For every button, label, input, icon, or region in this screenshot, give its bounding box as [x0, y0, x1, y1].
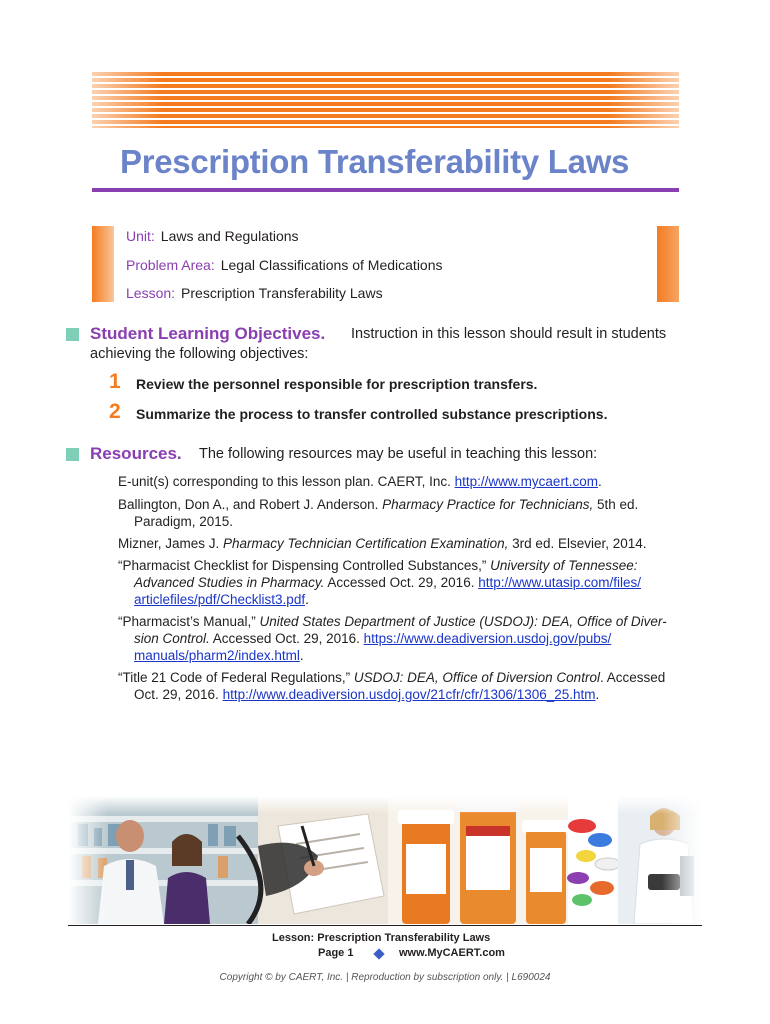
resource-item [118, 474, 602, 489]
resource-text: 3rd ed. Elsevier, 2014. [508, 536, 647, 551]
resource-title: Pharmacy Practice for Technicians, [382, 497, 594, 512]
meta-lesson [126, 285, 383, 301]
objective-text: Summarize the process to transfer controlled substance prescriptions. [136, 406, 608, 422]
resource-text: . [595, 687, 600, 702]
resource-text: . [299, 648, 304, 663]
meta-lesson-value: Prescription Transferability Laws [181, 285, 383, 301]
resource-text: 5th ed. [593, 497, 639, 512]
meta-lesson-key: Lesson: [126, 285, 176, 301]
resource-link[interactable]: articlefiles/pdf/Checklist3.pdf [134, 592, 306, 607]
objective-number: 1 [109, 370, 121, 393]
resource-text: “Title 21 Code of Federal Regulations,” [118, 670, 354, 685]
resource-item-cont [134, 592, 309, 607]
resource-title: USDOJ: DEA, Office of Diversion Control [353, 670, 600, 685]
resource-item [118, 558, 637, 573]
footer-lesson: Lesson: Prescription Transferability Laws [272, 932, 491, 944]
resources-intro: The following resources may be useful in teaching this lesson: [199, 446, 598, 462]
resource-item [118, 614, 667, 629]
meta-bar-right [657, 226, 679, 302]
resource-title: sion Control. [134, 631, 210, 646]
resource-item-cont: Paradigm, 2015. [134, 514, 234, 529]
resource-item-cont [134, 631, 611, 646]
photo-collage-image [68, 796, 702, 924]
objective-text: Review the personnel responsible for prescription transfers. [136, 376, 538, 392]
resource-link[interactable]: http://www.deadiversion.usdoj.gov/21cfr/cfr/1306/1306_25.htm [222, 687, 596, 702]
resource-text: “Pharmacist Checklist for Dispensing Controlled Substances,” [118, 558, 491, 573]
objectives-intro-2: achieving the following objectives: [90, 346, 309, 362]
resource-text: Accessed Oct. 29, 2016. [324, 575, 479, 590]
meta-unit-value: Laws and Regulations [160, 228, 299, 244]
objectives-bullet-icon [66, 328, 79, 341]
resource-text: Mizner, James J. [118, 536, 224, 551]
resource-item-cont [134, 575, 641, 590]
resource-item [118, 497, 638, 512]
resource-text: “Pharmacist’s Manual,” [118, 614, 260, 629]
copyright-notice: Copyright © by CAERT, Inc. | Reproduction by subscription only. | L690024 [219, 972, 551, 983]
resource-text: . [597, 474, 602, 489]
resource-item [118, 670, 665, 685]
resource-text: Accessed Oct. 29, 2016. [209, 631, 364, 646]
resources-heading: Resources. [90, 444, 182, 463]
meta-bar-left [92, 226, 114, 302]
diamond-icon [373, 948, 384, 959]
page-title: Prescription Transferability Laws [120, 143, 630, 180]
resource-title: Pharmacy Technician Certification Examination, [223, 536, 509, 551]
footer-site[interactable]: www.MyCAERT.com [399, 947, 505, 959]
resource-title: United States Department of Justice (USDOJ): DEA, Office of Diver- [259, 614, 667, 629]
objectives-intro-1: Instruction in this lesson should result in students [351, 326, 667, 342]
resource-text: Oct. 29, 2016. [134, 687, 223, 702]
resource-link[interactable]: http://www.utasip.com/files/ [478, 575, 642, 590]
resource-text: . [305, 592, 309, 607]
meta-problem-area [126, 257, 443, 273]
resource-item [118, 536, 647, 551]
footer-page: Page 1 [318, 947, 354, 959]
resource-item-cont [134, 648, 304, 663]
meta-unit [126, 228, 299, 244]
resource-item-cont [134, 687, 599, 702]
resource-text: E-unit(s) corresponding to this lesson plan. CAERT, Inc. [118, 474, 455, 489]
resources-bullet-icon [66, 448, 79, 461]
resource-link[interactable]: https://www.deadiversion.usdoj.gov/pubs/ [363, 631, 612, 646]
title-rule [92, 188, 679, 192]
meta-problem-area-key: Problem Area: [126, 257, 215, 273]
header-stripes [92, 72, 679, 128]
objective-number: 2 [109, 400, 121, 423]
pharmacy-photo-collage [68, 796, 702, 924]
resource-text: Ballington, Don A., and Robert J. Anderson. [118, 497, 383, 512]
meta-problem-area-value: Legal Classifications of Medications [220, 257, 443, 273]
footer-rule [68, 925, 702, 926]
meta-unit-key: Unit: [126, 228, 155, 244]
resource-text: . Accessed [599, 670, 666, 685]
resource-link[interactable]: manuals/pharm2/index.html [134, 648, 300, 663]
objectives-heading: Student Learning Objectives. [90, 324, 326, 343]
resource-title: University of Tennessee: [490, 558, 638, 573]
resource-title: Advanced Studies in Pharmacy. [134, 575, 325, 590]
resource-link[interactable]: http://www.mycaert.com [454, 474, 598, 489]
